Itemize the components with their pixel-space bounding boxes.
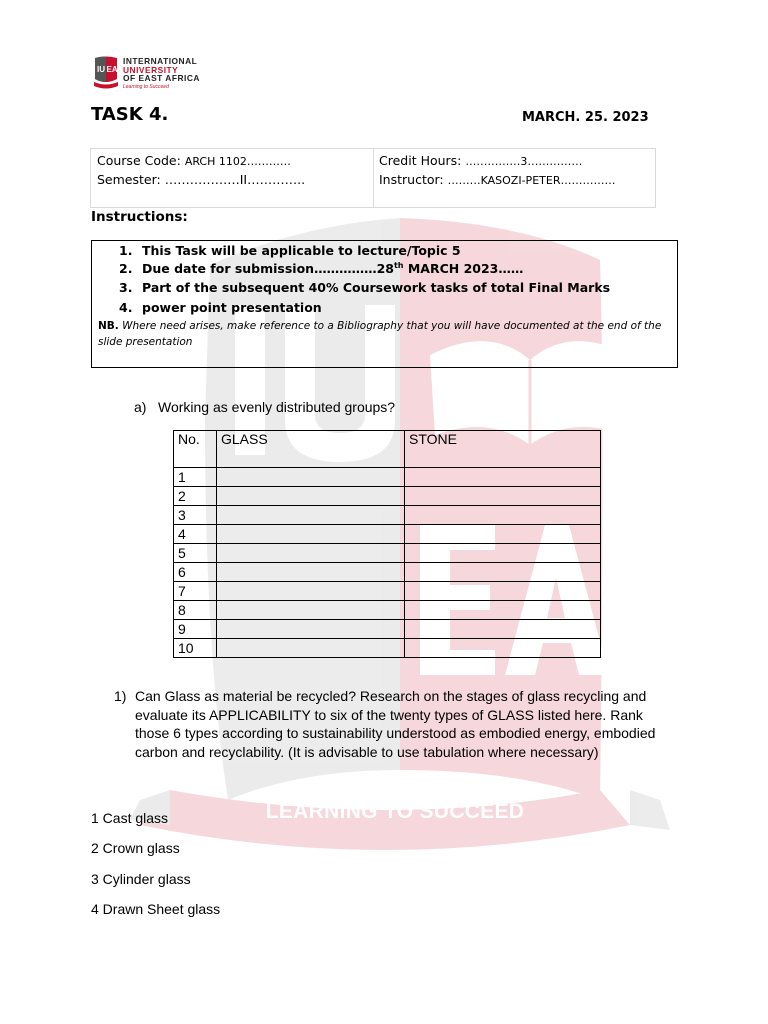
instruction-text: Due date for submission……………28	[142, 261, 394, 277]
table-row	[174, 563, 601, 582]
question-a-label: a)	[134, 399, 147, 415]
instructor-cell	[379, 172, 615, 187]
question-a	[134, 399, 395, 415]
stone-cell	[405, 582, 601, 601]
instruction-item	[119, 243, 461, 258]
course-code-value: ARCH 1102…………	[184, 155, 291, 168]
table-row	[174, 620, 601, 639]
semester-cell	[97, 172, 305, 187]
table-row	[174, 487, 601, 506]
glass-cell	[217, 639, 405, 658]
glass-cell	[217, 468, 405, 487]
glass-cell	[217, 582, 405, 601]
instruction-item	[119, 280, 610, 295]
university-logo	[94, 55, 214, 91]
row-number: 4	[174, 525, 217, 544]
stone-cell	[405, 506, 601, 525]
nb-note	[98, 318, 673, 350]
glass-cell	[217, 487, 405, 506]
logo-line-3: OF EAST AFRICA	[123, 73, 200, 84]
course-code-label: Course Code:	[97, 153, 181, 168]
row-number: 3	[174, 506, 217, 525]
course-info-box	[90, 148, 656, 208]
logo-tagline: Learning to Succeed	[123, 83, 169, 90]
table-row	[174, 468, 601, 487]
task-date: MARCH. 25. 2023	[522, 110, 649, 125]
nb-text: Where need arises, make reference to a Bibliography that you will have documented at the end of the slide presentation	[98, 320, 662, 348]
watermark-banner-text: LEARNING TO SUCCEED	[265, 800, 525, 823]
instruction-number: 1.	[119, 243, 133, 258]
row-number: 8	[174, 601, 217, 620]
row-number: 5	[174, 544, 217, 563]
info-divider	[373, 149, 374, 207]
instruction-text: power point presentation	[142, 300, 322, 315]
stone-cell	[405, 468, 601, 487]
column-header-no: No.	[174, 431, 217, 468]
group-table	[173, 430, 601, 658]
question-a-text: Working as evenly distributed groups?	[158, 399, 396, 415]
table-row	[174, 639, 601, 658]
semester-label: Semester:	[97, 172, 161, 187]
instructor-value: ………KASOZI-PETER……………	[447, 174, 616, 187]
row-number: 6	[174, 563, 217, 582]
instruction-superscript: th	[393, 261, 404, 270]
table-row	[174, 582, 601, 601]
semester-value: ………………II…………..	[164, 172, 306, 187]
glass-type-item: 3 Cylinder glass	[91, 871, 191, 887]
stone-cell	[405, 487, 601, 506]
instruction-number: 3.	[119, 280, 133, 295]
table-row	[174, 506, 601, 525]
stone-cell	[405, 525, 601, 544]
instructor-label: Instructor:	[379, 172, 444, 187]
row-number: 10	[174, 639, 217, 658]
instruction-text: This Task will be applicable to lecture/Topic 5	[142, 243, 461, 258]
column-header-glass: GLASS	[217, 431, 405, 468]
instructions-box	[91, 240, 678, 368]
instructions-heading: Instructions:	[91, 209, 188, 225]
logo-line-1: INTERNATIONAL	[123, 56, 198, 66]
credit-hours-value: ……………3……………	[465, 155, 583, 168]
glass-type-item: 2 Crown glass	[91, 840, 180, 856]
column-header-stone: STONE	[405, 431, 601, 468]
glass-cell	[217, 563, 405, 582]
svg-text:EA: EA	[106, 65, 118, 74]
table-header-row	[174, 431, 601, 468]
question-1-number: 1)	[114, 688, 127, 704]
stone-cell	[405, 563, 601, 582]
svg-text:IU: IU	[97, 65, 105, 74]
stone-cell	[405, 639, 601, 658]
logo-line-2: UNIVERSITY	[123, 64, 179, 75]
table-row	[174, 544, 601, 563]
glass-cell	[217, 601, 405, 620]
glass-cell	[217, 506, 405, 525]
row-number: 1	[174, 468, 217, 487]
stone-cell	[405, 601, 601, 620]
instruction-number: 4.	[119, 300, 133, 315]
glass-cell	[217, 544, 405, 563]
instruction-number: 2.	[119, 261, 133, 277]
nb-label: NB.	[98, 320, 119, 332]
row-number: 7	[174, 582, 217, 601]
course-code-cell	[97, 153, 291, 168]
row-number: 9	[174, 620, 217, 639]
row-number: 2	[174, 487, 217, 506]
instruction-item	[119, 261, 523, 276]
question-1-text: Can Glass as material be recycled? Research on the stages of glass recycling and evaluate its APPLICABILITY to six of the twenty types of GLASS listed here. Rank those 6 types according to sustainability understood as embodied energy, embodied carbon and recyclability. (It is advisable to use tabulation where necessary)	[135, 688, 656, 760]
stone-cell	[405, 620, 601, 639]
table-row	[174, 601, 601, 620]
instruction-item	[119, 300, 322, 315]
glass-cell	[217, 620, 405, 639]
table-row	[174, 525, 601, 544]
instruction-text: Part of the subsequent 40% Coursework tasks of total Final Marks	[142, 280, 611, 295]
task-title: TASK 4.	[91, 104, 169, 125]
instruction-text-after: MARCH 2023……	[403, 261, 524, 277]
credit-hours-cell	[379, 153, 582, 168]
glass-cell	[217, 525, 405, 544]
glass-type-item: 4 Drawn Sheet glass	[91, 901, 221, 917]
glass-type-item: 1 Cast glass	[91, 810, 169, 826]
credit-hours-label: Credit Hours:	[379, 153, 462, 168]
university-crest-icon	[94, 55, 118, 89]
stone-cell	[405, 544, 601, 563]
university-name	[123, 57, 200, 91]
